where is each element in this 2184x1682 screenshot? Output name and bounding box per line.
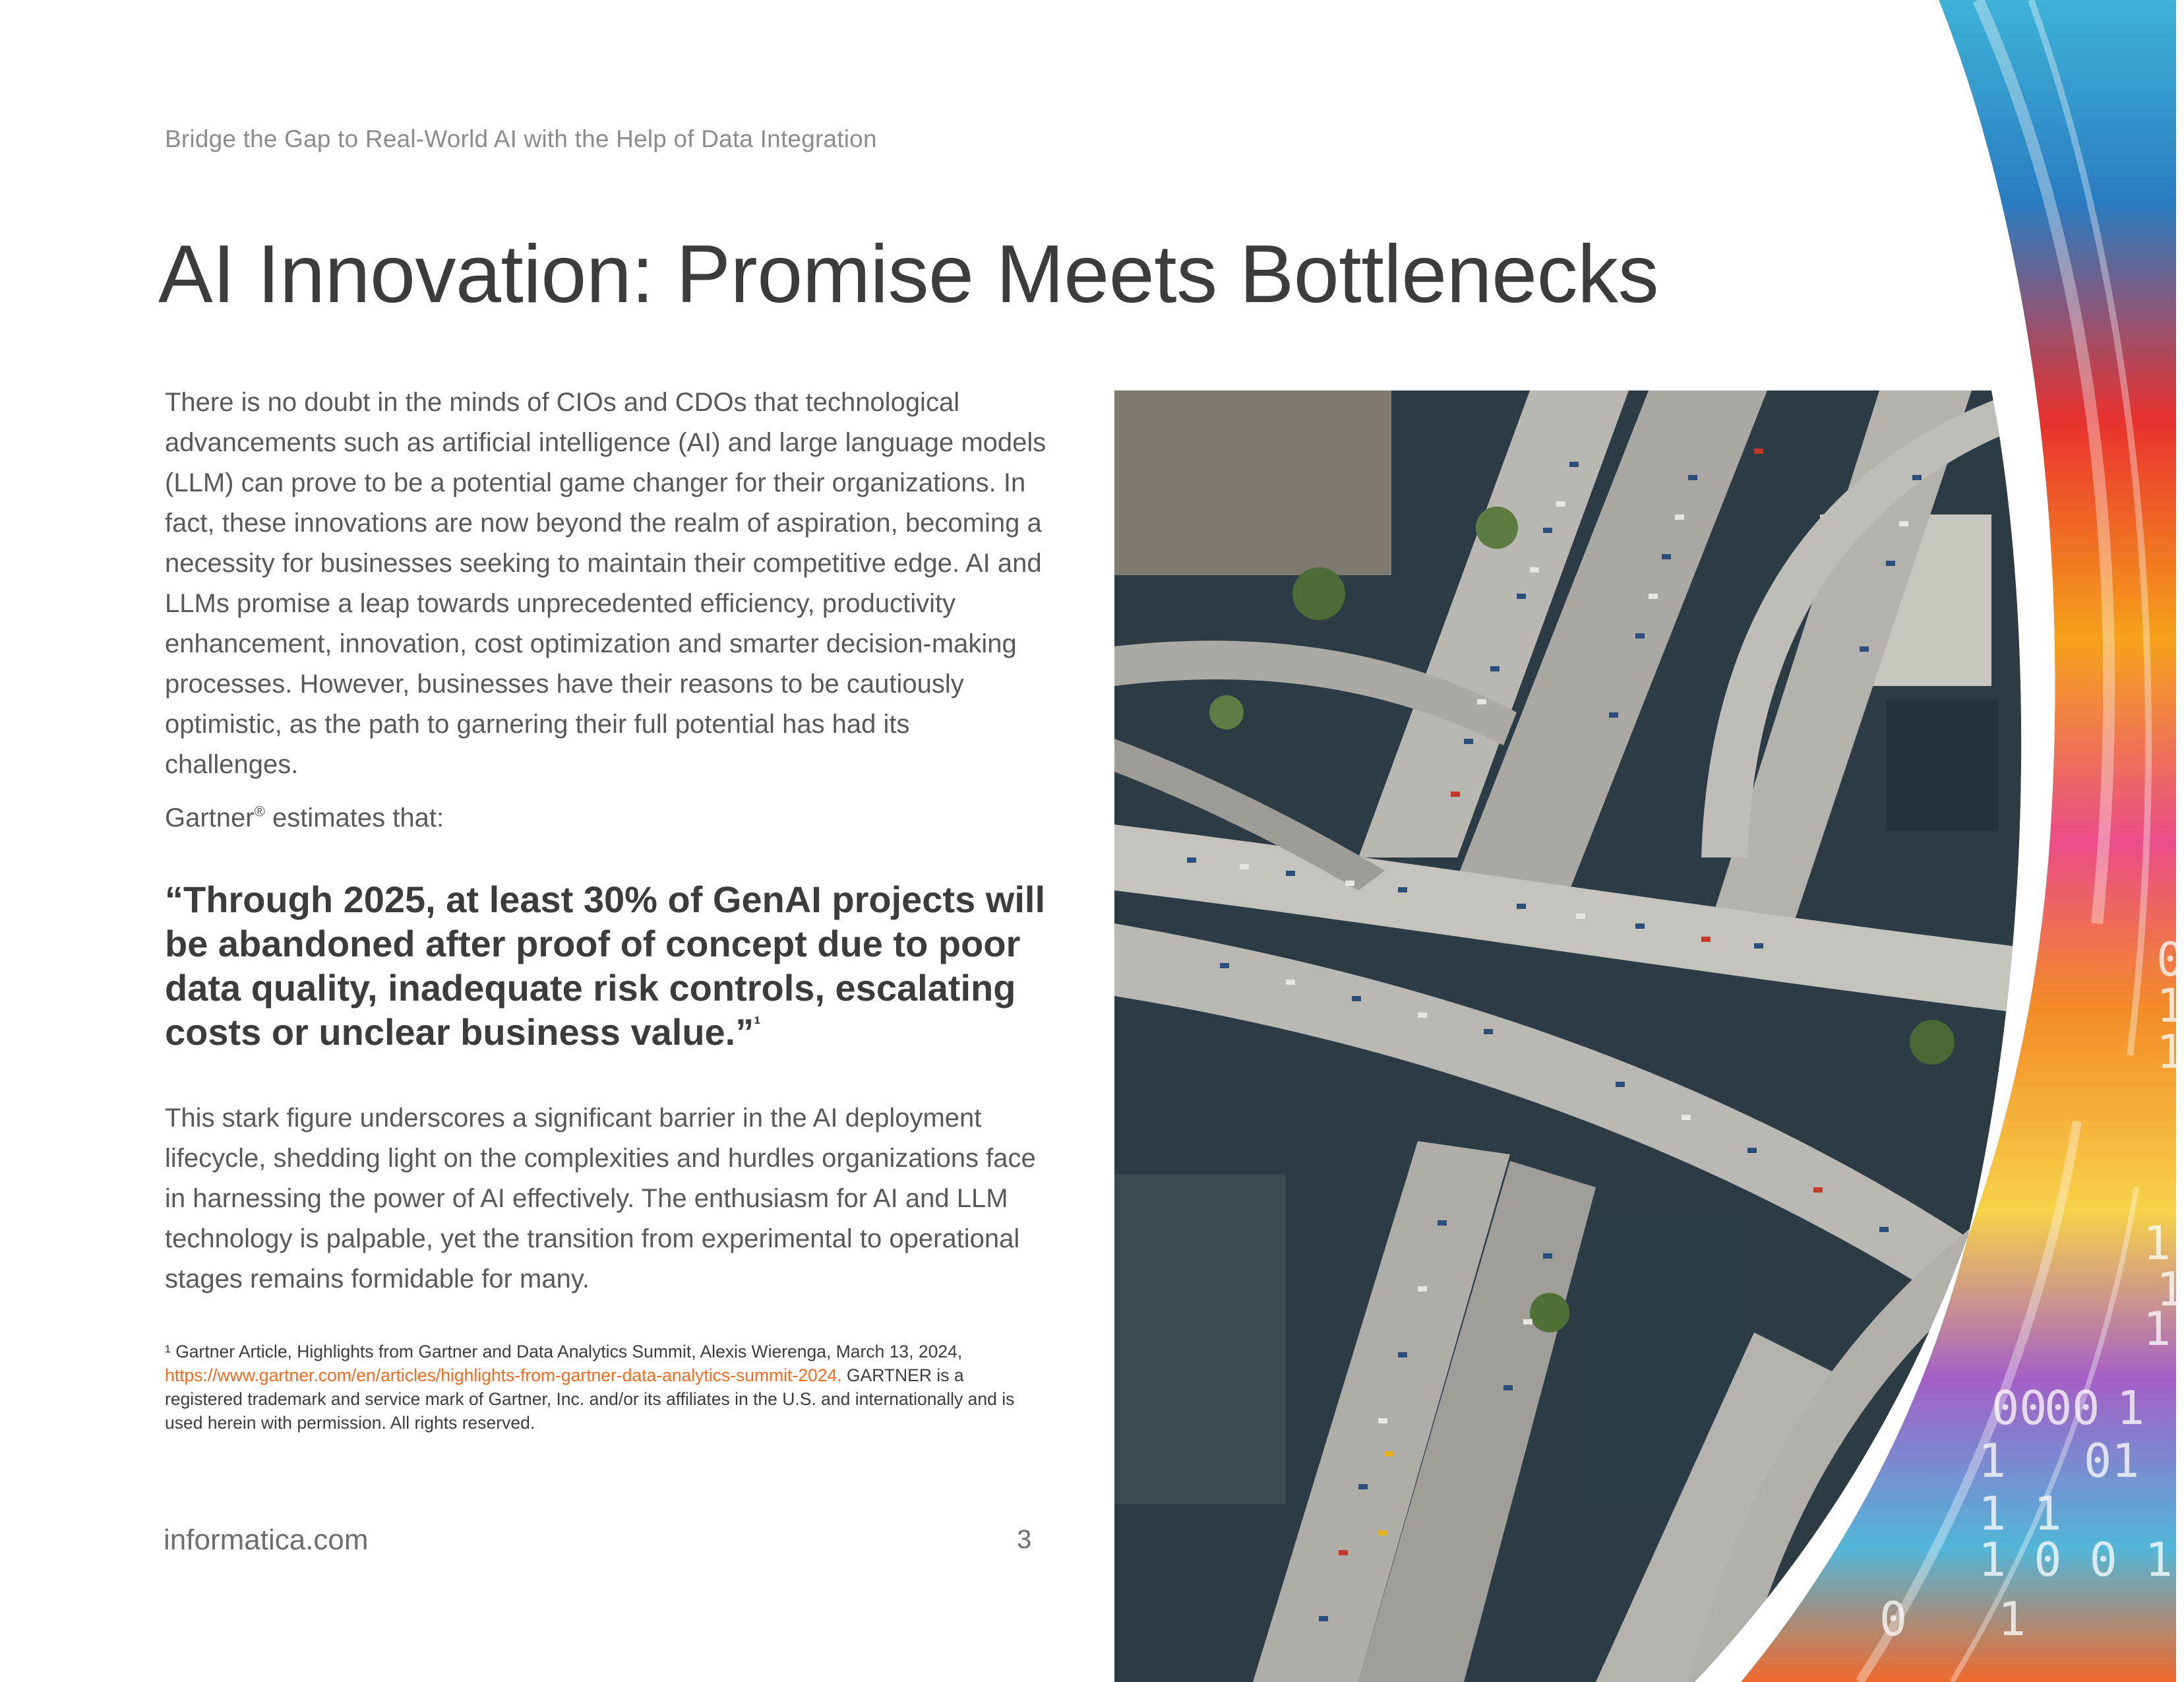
binary-digit: 00: [2044, 1381, 2100, 1435]
registered-mark: ®: [254, 803, 265, 820]
binary-digit: 1: [2143, 1216, 2171, 1270]
footnote-disclaimer: GARTNER is a registered trademark and service mark of Gartner, Inc. and/or its affiliates in the U.S. and internationally and is used herein with permission. All rights reserved.: [165, 1365, 1015, 1433]
binary-digit: 1: [2143, 1302, 2171, 1356]
binary-digit: 01: [2084, 1434, 2140, 1488]
page-title: AI Innovation: Promise Meets Bottlenecks: [158, 229, 1659, 320]
gartner-lead: [165, 798, 1048, 838]
binary-digit: 1: [2156, 1025, 2184, 1079]
closing-paragraph: This stark figure underscores a significant barrier in the AI deployment lifecycle, shedding light on the complexities and hurdles organizations face in harnessing the power of AI effectively. The enthusiasm for AI and LLM technology is palpable, yet the transition from experimental to operational stages remains formidable for many.: [165, 1104, 1036, 1293]
gartner-lead-suffix: estimates that:: [264, 803, 444, 832]
footnote-mark: ¹: [165, 1342, 171, 1361]
running-header: Bridge the Gap to Real-World AI with the Help of Data Integration: [165, 125, 877, 152]
binary-digit: 1: [2117, 1381, 2145, 1435]
footnote: [165, 1340, 1035, 1435]
quote-text: “Through 2025, at least 30% of GenAI projects will be abandoned after proof of concept due to poor data quality, inadequate risk controls, escalating costs or unclear business value.”: [165, 879, 1046, 1053]
footnote-link[interactable]: https://www.gartner.com/en/articles/highlights-from-gartner-data-analytics-summit-2024.: [165, 1365, 842, 1385]
binary-digit: 00: [1991, 1381, 2048, 1435]
quote-footnote-mark: ¹: [754, 1012, 761, 1036]
footer-site[interactable]: informatica.com: [164, 1524, 369, 1556]
gartner-name: Gartner: [165, 803, 255, 832]
binary-digit: 1: [2156, 979, 2184, 1033]
binary-digit: 1 0 0 1: [1978, 1533, 2173, 1587]
binary-digit: 0: [1879, 1592, 1908, 1646]
footnote-text: Gartner Article, Highlights from Gartner and Data Analytics Summit, Alexis Wierenga, March 13, 2024,: [170, 1342, 963, 1361]
binary-digit: 1: [2156, 1262, 2184, 1317]
binary-digit: 0: [2156, 933, 2184, 987]
binary-digit: 1: [1998, 1592, 2026, 1646]
binary-digit: 1 1: [1978, 1487, 2062, 1541]
page-number: 3: [1017, 1525, 1032, 1554]
binary-digit: 1: [1978, 1434, 2007, 1488]
binary-overlay: [1879, 910, 2184, 1682]
intro-paragraph: There is no doubt in the minds of CIOs and CDOs that technological advancements such as artificial intelligence (AI) and large language models (LLM) can prove to be a potential game changer for their organizations. In fact, these innovations are now beyond the realm of aspiration, becoming a necessity for businesses seeking to maintain their competitive edge. AI and LLMs promise a leap towards unprecedented efficiency, productivity enhancement, innovation, cost optimization and smarter decision-making processes. However, businesses have their reasons to be cautiously optimistic, as the path to garnering their full potential has had its challenges.: [165, 388, 1046, 779]
gartner-quote: [165, 877, 1062, 1054]
